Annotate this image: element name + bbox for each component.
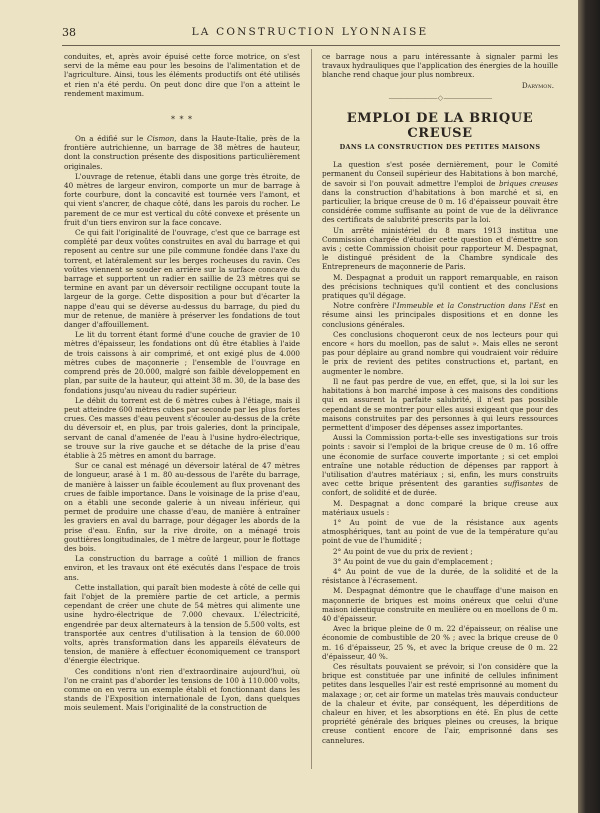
- author-signature: Darymon.: [521, 80, 554, 90]
- paragraph: La question s'est posée dernièrement, pour le Comité permanent du Conseil supérieur des Habitations à bon marché, de savoir si l'on pouvait admettre l'emploi de briques creuses dans la construction d'habitations à bon marché et si, en particulier, la brique creuse de 0 m. 16 d'épaisseur pouvait être considérée comme suffisante au point de vue de la délivrance des certificats de salubrité prescrits par la loi.: [322, 160, 558, 225]
- list-item: 2° Au point de vue du prix de revient ;: [333, 546, 473, 556]
- left-column: [64, 52, 300, 714]
- section-separator: * * *: [170, 115, 194, 125]
- header-rule: [62, 45, 560, 46]
- paragraph: Ces conditions n'ont rien d'extraordinaire aujourd'hui, où l'on ne craint pas d'aborder les tensions de 100 à 110.000 volts, comme on en verra un exemple établi et fonctionnant dans les stands de l'Exposition internationale de Lyon, dans quelques mois seulement. Mais l'originalité de la construction de: [64, 666, 300, 713]
- journal-title: LA CONSTRUCTION LYONNAISE: [191, 26, 429, 38]
- publication-name: l'Immeuble et la Construction dans l'Est: [392, 301, 546, 311]
- paragraph: Un arrêté ministériel du 8 mars 1913 institua une Commission chargée d'étudier cette question et d'émettre son avis ; cette Commission choisit pour rapporteur M. Despagnat, le distingué président de la Chambre syndicale des Entrepreneurs de maçonnerie de Paris.: [322, 225, 558, 272]
- paragraph: M. Despagnat a produit un rapport remarquable, en raison des précisions techniques qu'il contient et des conclusions pratiques qu'il dégage.: [322, 272, 558, 301]
- paragraph: M. Despagnat démontre que le chauffage d'une maison en maçonnerie de briques est moins onéreux que celui d'une maison identique construite en meulière ou en moellons de 0 m. 40 d'épaisseur.: [322, 586, 558, 623]
- paragraph: M. Despagnat a donc comparé la brique creuse aux matériaux usuels :: [322, 498, 558, 517]
- paragraph: ce barrage nous a paru intéressante à signaler parmi les travaux hydrauliques que l'application des énergies de la houille blanche rend chaque jour plus nombreux.: [322, 52, 558, 80]
- paragraph: Le lit du torrent étant formé d'une couche de gravier de 10 mètres d'épaisseur, les fondations ont dû être établies à l'aide de trois caissons à air comprimé, et ont exigé plus de 4.000 mètres cubes de maçonnerie ; l'ensemble de l'ouvrage en comprend près de 20.000, malgré son faible développement en plan, par suite de la hauteur, qui atteint 38 m. 30, de la base des fondations jusqu'au niveau du radier supérieur.: [64, 330, 300, 395]
- paragraph: On a édifié sur le Cismon, dans la Haute-Italie, près de la frontière autrichienne, un barrage de 38 mètres de hauteur, dont la construction présente des dispositions particulièrement originales.: [64, 134, 300, 171]
- ornament-divider: ———————— ◇ ————————: [388, 93, 492, 102]
- article-subtitle: DANS LA CONSTRUCTION DES PETITES MAISONS: [339, 143, 541, 152]
- page-header: [62, 22, 558, 44]
- paragraph: Avec la brique pleine de 0 m. 22 d'épaisseur, on réalise une économie de combustible de 20 % ; avec la brique creuse de 0 m. 16 d'épaisseur, 25 %, et avec la brique creuse de 0 m. 22 d'épaisseur, 40 %.: [322, 624, 558, 661]
- paragraph: Cette installation, qui paraît bien modeste à côté de celle qui fait l'objet de la première partie de cet article, a permis cependant de créer une chute de 54 mètres qui alimente une usine hydro-électrique de 7.000 chevaux. L'électricité, engendrée par deux alternateurs à la tension de 5.500 volts, est transportée aux centres d'utilisation à la tension de 60.000 volts, après transformation dans les appareils élévateurs de tension, de manière à effectuer économiquement ce transport d'énergie électrique.: [64, 582, 300, 666]
- paragraph: Ces résultats pouvaient se prévoir, si l'on considère que la brique est constituée par une infinité de cellules infiniment petites dans lesquelles l'air est resté emprisonné au moment du malaxage ; or, cet air forme un matelas très mauvais conducteur de la chaleur et évite, par conséquent, les déperditions de chaleur en hiver, et les absorptions en été. En plus de cette propriété générale des briques pleines ou creuses, la brique creuse contient encore de l'air, emprisonné dans ses cannelures.: [322, 661, 558, 745]
- article-title: EMPLOI DE LA BRIQUE CREUSE: [346, 111, 534, 142]
- paragraph: Ce qui fait l'originalité de l'ouvrage, c'est que ce barrage est complété par deux voûtes construites en aval du barrage et qui reposent au centre sur une pile commune fondée dans l'axe du torrent, et latéralement sur les berges rocheuses du ravin. Ces voûtes viennent se souder en arrière sur la surface concave du barrage et supportent un radier en saillie de 23 mètres qui se termine en avant par un déversoir rectiligne occupant toute la largeur de la gorge. Cette disposition a pour but d'écarter la nappe d'eau qui se déverse au-dessus du barrage, du pied du mur de retenue, de manière à préserver les fondations de tout danger d'affouillement.: [64, 228, 300, 330]
- list-item: 3° Au point de vue du gain d'emplacement ;: [333, 556, 493, 566]
- paragraph: Ces conclusions choqueront ceux de nos lecteurs pour qui encore « hors du moellon, pas de salut ». Mais elles ne seront pas pour déplaire au grand nombre qui voudraient voir réduire le prix de revient des petites constructions et, partant, en augmenter le nombre.: [322, 329, 558, 376]
- paragraph: Il ne faut pas perdre de vue, en effet, que, si la loi sur les habitations à bon marché impose à ces maisons des conditions qui en assurent la parfaite salubrité, il n'est pas possible cependant de se montrer pour elles aussi exigeant que pour des maisons construites par des personnes à qui leurs ressources permettent d'imposer des dépenses assez importantes.: [322, 376, 558, 432]
- paragraph: Le débit du torrent est de 6 mètres cubes à l'étiage, mais il peut atteindre 600 mètres cubes par seconde par les plus fortes crues. Ces masses d'eau peuvent s'écouler au-dessus de la crête du déversoir et, en plus, par trois galeries, dont la principale, servant de canal d'amenée de l'eau à l'usine hydro-électrique, se trouve sur la rive gauche et se détache de la prise d'eau établie à 25 mètres en amont du barrage.: [64, 395, 300, 460]
- paragraph: Aussi la Commission porta-t-elle ses investigations sur trois points : savoir si l'emploi de la brique creuse de 0 m. 16 offre une économie de surface couverte importante ; si cet emploi entraîne une notable réduction de dépenses par rapport à l'utilisation d'autres matériaux ; si, enfin, les murs construits avec cette brique présentent des garanties suffisantes de confort, de solidité et de durée.: [322, 433, 559, 498]
- list-item: 1° Au point de vue de la résistance aux agents atmosphériques, tant au point de vue de la température qu'au point de vue de l'humidité ;: [322, 517, 558, 546]
- paragraph: L'ouvrage de retenue, établi dans une gorge très étroite, de 40 mètres de largeur environ, comporte un mur de barrage à forte courbure, dont la concavité est tournée vers l'amont, et qui vient s'ancrer, de chaque côté, dans les parois du rocher. Le parement de ce mur est vertical du côté convexe et présente un fruit d'un tiers environ sur la face concave.: [64, 171, 300, 227]
- paragraph: Notre confrère l'Immeuble et la Construction dans l'Est en résume ainsi les principales dispositions et en donne les conclusions générales.: [322, 301, 558, 329]
- page-number: 38: [62, 26, 76, 39]
- column-divider: [311, 49, 312, 769]
- book-spine: [578, 0, 600, 813]
- right-column: [322, 52, 558, 746]
- place-name: Cismon: [146, 134, 175, 144]
- paragraph: Sur ce canal est ménagé un déversoir latéral de 47 mètres de longueur, arasé à 1 m. 80 au-dessous de l'arête du barrage, de manière à laisser un faible écoulement au flux provenant des crues de faible importance. Dans le voisinage de la prise d'eau, on a établi une seconde galerie à un niveau inférieur, qui permet de produire une chasse d'eau, de manière à entraîner les graviers en aval du barrage, pour dégager les abords de la prise d'eau. Enfin, sur la rive droite, on a ménagé trois gouttières longitudinales, de 1 mètre de largeur, pour le flottage des bois.: [64, 461, 300, 553]
- list-item: 4° Au point de vue de la durée, de la solidité et de la résistance à l'écrasement.: [322, 566, 558, 586]
- paragraph: conduites, et, après avoir épuisé cette force motrice, on s'est servi de la même eau pour les besoins de l'alimentation et de l'agriculture. Ainsi, tous les éléments productifs ont été utilisés et rien n'a été perdu. On peut donc dire que l'on a atteint le rendement maximum.: [64, 52, 300, 98]
- paragraph: La construction du barrage a coûté 1 million de francs environ, et les travaux ont été exécutés dans l'espace de trois ans.: [64, 554, 300, 582]
